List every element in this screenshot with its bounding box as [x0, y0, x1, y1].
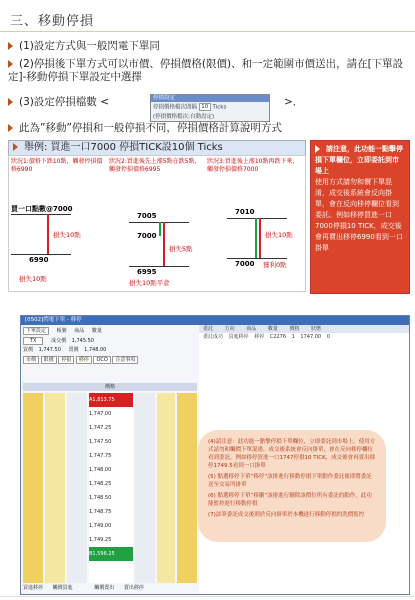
order-table-header — [199, 325, 409, 333]
price-ladder — [23, 393, 197, 583]
stop-line — [227, 258, 287, 259]
stop-price: 6995 — [137, 268, 157, 276]
tab-market[interactable]: 市價 — [23, 356, 39, 364]
cell: 買進移停 — [228, 334, 249, 340]
col-header: 商品 — [246, 326, 257, 332]
bullet-arrow-icon — [8, 124, 13, 132]
stop-loss-diagram — [8, 155, 306, 292]
cell: 1 — [291, 334, 295, 340]
example-header — [8, 140, 306, 156]
caption-1: 狀況1:價格下跌10點，觸發停損價格6990 — [11, 158, 103, 173]
bullet-text: 此為”移動”停損和一般停損不同，停損價格計算說明方式 — [19, 122, 282, 134]
sell-touch-label: 觸價賣出 — [94, 585, 115, 591]
caption-2: 狀況2:買進後先上漲5點在跌5點，觸發停損價格6995 — [109, 158, 201, 173]
bid-label: 買價 — [23, 347, 34, 353]
ask-label: 賣價 — [68, 347, 79, 353]
price-cell[interactable]: 1,749.25 — [89, 537, 112, 543]
price-cell[interactable]: 1,747.00 — [89, 411, 112, 417]
bid-value: 1,747.50 — [38, 347, 61, 353]
price-cell[interactable]: 1,748.75 — [89, 509, 112, 515]
cell: 移停 — [254, 334, 265, 340]
result-label: 獲利0點 — [263, 261, 287, 269]
col-header: 委託 — [203, 326, 214, 332]
sell-trailing-label: 賣出移停 — [123, 585, 144, 591]
sell-touch-column[interactable] — [157, 393, 175, 583]
price-header: 價格 — [23, 383, 197, 391]
bullet-arrow-icon — [8, 60, 13, 68]
tab-limit[interactable]: 限價 — [41, 356, 57, 364]
window-title: [0502]閃電下單 - 移停 — [21, 316, 409, 325]
bullet-arrow-icon — [13, 143, 18, 151]
caption-3: 狀況3:買進後上漲10點再跌下來，觸發停損價格7000 — [207, 158, 299, 173]
entry-line — [11, 214, 71, 215]
cell: C2276 — [269, 334, 287, 340]
ticks-input[interactable]: 10 — [199, 103, 211, 111]
stop-price: 7000 — [235, 260, 255, 268]
cell: 0 — [326, 334, 330, 340]
stop-setting-dialog — [150, 94, 270, 122]
last-label: 成交價 — [51, 338, 67, 344]
order-panel — [21, 325, 199, 594]
note-5: (5) 點選移停下單”移停”該排進行移動停損下單動作委託後即將委託送至交易所掛單 — [208, 474, 372, 488]
up-bar — [255, 218, 257, 258]
dialog-title: 停損設定 — [151, 95, 269, 102]
warning-note — [310, 140, 410, 294]
sell-volume-column — [135, 393, 155, 583]
symbol-label: 商品 — [74, 328, 85, 334]
stop-line — [11, 254, 71, 255]
cell: 1747.00 — [300, 334, 322, 340]
bullet-text: (2)停損後下單方式可以市價、停損價格(限價)、和一定範圍市價送出，請在[下單設定]-移動停損下單設定中選擇 — [8, 58, 404, 83]
warning-heading: 請注意，此功能一點擊停損下單欄位，立即委託到市場上 — [315, 145, 403, 175]
stop-line — [129, 266, 189, 267]
col-header: 價格 — [289, 326, 300, 332]
explanation-bubble — [198, 430, 386, 542]
sell-trailing-column[interactable] — [177, 393, 197, 583]
up-bar — [159, 222, 161, 236]
price-cell[interactable]: B1,596.25 — [89, 547, 133, 561]
price-cell[interactable]: 1,747.25 — [89, 425, 112, 431]
example-text: 舉例: 買進一口7000 停損TICK設10個 Ticks — [24, 142, 223, 153]
down-bar — [163, 222, 165, 266]
price-cell[interactable]: 1,748.50 — [89, 495, 112, 501]
bullet-4 — [8, 122, 408, 135]
bullet-text: (1)設定方式與一般閃電下單同 — [19, 40, 160, 52]
entry-price: 7000 — [137, 232, 157, 240]
buy-trailing-column[interactable] — [23, 393, 43, 583]
cell: 委託成功 — [203, 334, 224, 340]
account-label: 帳號 — [56, 328, 67, 334]
col-header: 數量 — [267, 326, 278, 332]
bullet-arrow-icon — [8, 98, 13, 106]
symbol-select[interactable]: TX — [23, 337, 43, 345]
price-cell[interactable]: 1,748.00 — [89, 467, 112, 473]
buy-volume-column — [67, 393, 87, 583]
tab-trailing[interactable]: 移停 — [76, 356, 92, 364]
title-divider — [0, 31, 415, 32]
col-header: 狀態 — [311, 326, 322, 332]
loss-label: 損失10點 — [53, 231, 81, 239]
bullet-text: (3)設定停損檔數 < — [19, 96, 110, 108]
dialog-unit: Ticks — [212, 104, 227, 111]
price-cell[interactable]: 1,749.00 — [89, 523, 112, 529]
buy-touch-label: 觸價買進 — [52, 585, 73, 591]
high-price: 7010 — [235, 208, 255, 216]
loss-label: 損失10點 — [265, 231, 293, 239]
col-header: 方向 — [224, 326, 235, 332]
bullet-1 — [8, 40, 408, 53]
bullet-3-end: >． — [284, 96, 304, 108]
buy-touch-column[interactable] — [45, 393, 65, 583]
result-label: 損失10點平倉 — [129, 279, 170, 287]
note-7: (7)該筆委託成交後則於反向掛單於本機進行移動停損的洗價監控 — [208, 512, 365, 518]
dialog-label: 停損價格檔次間隔 — [153, 104, 198, 111]
qty-label: 數量 — [91, 328, 102, 334]
loss-label: 損失5點 — [169, 245, 193, 253]
tab-stop[interactable]: 停損 — [58, 356, 74, 364]
bullet-2 — [8, 58, 408, 84]
warning-body: 使用方式請勿和價下單混淆，成交後系統會反向掛單，會在反向移停欄位看到委託。例如移停買進一口7000停損10 TICK，成交後會再賣出移停6990看到一口掛單 — [315, 178, 403, 252]
bullet-arrow-icon — [8, 42, 13, 50]
section-title: 三、移動停損 — [10, 14, 95, 29]
buy-trailing-label: 買進移停 — [23, 585, 44, 591]
result-label: 損失10點 — [19, 275, 47, 283]
table-row[interactable] — [199, 333, 409, 341]
stop-price: 6990 — [29, 256, 49, 264]
dialog-note: (停損價格檔次:自動設定) — [153, 113, 215, 120]
down-bar — [259, 218, 261, 258]
tab-notes[interactable]: 注意事項 — [112, 356, 138, 364]
bullet-3 — [8, 96, 109, 109]
price-cell[interactable]: 1,748.25 — [89, 481, 112, 487]
bullet-arrow-icon — [315, 145, 320, 153]
price-column — [89, 393, 133, 583]
ask-value: 1,748.00 — [84, 347, 107, 353]
ladder-footer — [23, 584, 197, 591]
high-price: 7005 — [137, 212, 157, 220]
note-6: (6) 點選移停下單”移刪”該排進行刪除該價位所有委託的動作，此功能監控進行移動停損 — [208, 493, 372, 507]
settings-button[interactable]: 下單設定 — [23, 327, 49, 335]
tab-oco[interactable]: OCO — [93, 356, 110, 364]
last-value: 1,745.50 — [71, 338, 94, 344]
entry-label: 買一口點數@7000 — [11, 205, 73, 213]
price-cell[interactable]: A1,813.75 — [89, 393, 133, 407]
price-cell[interactable]: 1,747.50 — [89, 439, 112, 445]
down-bar — [47, 214, 49, 254]
note-4: (4)請注意：此功能一點擊停損下單欄位，立即委託到市場上。使用方式請勿和觸價下單混淆，成交後系統會反向掛單，會在反向移停欄位看到委託，例如移停買進一口1747停損10 TICK，成交後會再賣出移停1749.5看到一口掛單 — [208, 439, 376, 469]
price-cell[interactable]: 1,747.75 — [89, 453, 112, 459]
high-line — [227, 218, 287, 219]
footer-divider — [0, 596, 415, 597]
